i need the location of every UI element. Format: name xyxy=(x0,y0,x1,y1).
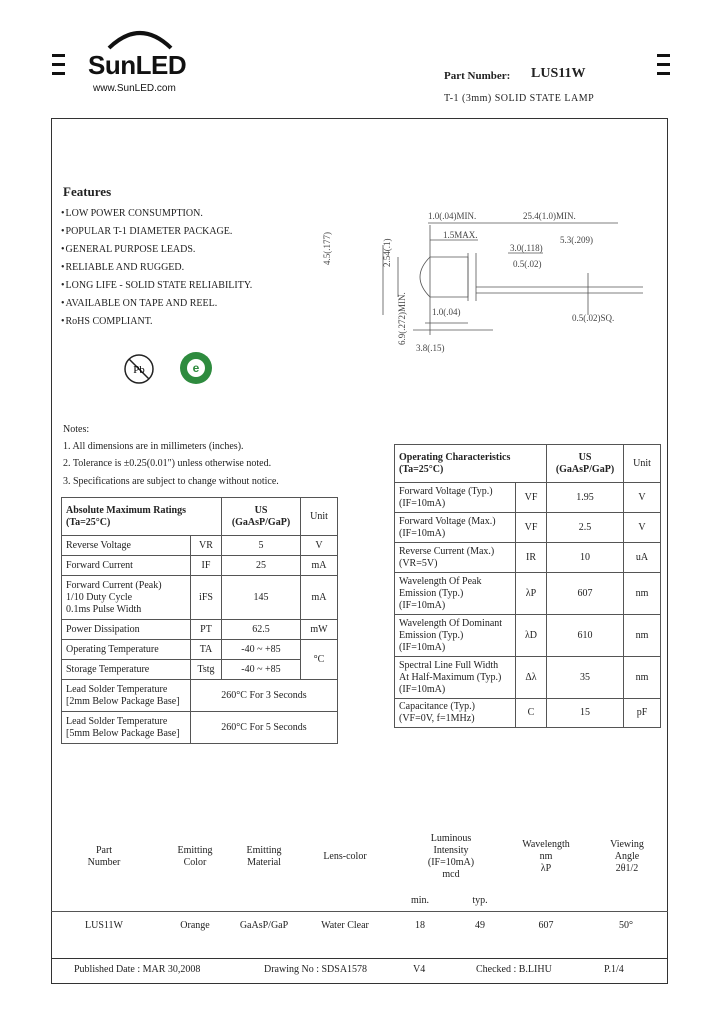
cell-wavelength: 607 xyxy=(538,920,554,931)
value-cell: -40 ~ +85 xyxy=(222,640,301,660)
note-item: 3. Specifications are subject to change without notice. xyxy=(63,476,279,487)
param-cell: Storage Temperature xyxy=(62,660,191,680)
part-number-label: Part Number: xyxy=(444,70,511,82)
feature-item: • AVAILABLE ON TAPE AND REEL. xyxy=(61,295,252,313)
unit-cell: °C xyxy=(301,640,338,680)
param-cell: Operating Temperature xyxy=(62,640,191,660)
param-cell: Forward Voltage (Typ.) (IF=10mA) xyxy=(395,483,516,513)
unit-cell: V xyxy=(624,483,661,513)
symbol-cell: PT xyxy=(191,620,222,640)
feature-item: • GENERAL PURPOSE LEADS. xyxy=(61,241,252,259)
value-cell: 260°C For 3 Seconds xyxy=(191,680,338,712)
abs-max-table xyxy=(61,497,338,744)
features-list xyxy=(61,205,252,331)
dim-label: 3.8(.15) xyxy=(416,343,445,353)
dim-label: 0.5(.02) xyxy=(513,259,542,269)
brand-logo: SunLED xyxy=(88,50,187,80)
rohs-text: e xyxy=(192,361,200,375)
unit-cell: mA xyxy=(301,576,338,620)
symbol-cell: TA xyxy=(191,640,222,660)
hdr-part: Part Number xyxy=(87,845,121,868)
param-cell: Lead Solder Temperature [5mm Below Package Base] xyxy=(62,712,191,744)
dim-label: 1.0(.04)MIN. xyxy=(428,211,477,221)
value-cell: 2.5 xyxy=(547,513,624,543)
cell-lens: Water Clear xyxy=(321,920,369,931)
brand-url[interactable]: www.SunLED.com xyxy=(93,83,176,94)
param-cell: Reverse Current (Max.) (VR=5V) xyxy=(395,543,516,573)
op-char-title-cell xyxy=(395,445,547,483)
value-cell: 62.5 xyxy=(222,620,301,640)
version: V4 xyxy=(413,964,426,975)
value-cell: 260°C For 5 Seconds xyxy=(191,712,338,744)
hdr-angle: Viewing Angle 2θ1/2 xyxy=(610,839,644,874)
hdr-wavelength: Wavelength nm λP xyxy=(522,839,570,874)
col-us: US xyxy=(254,504,268,516)
hdr-color: Emitting Color xyxy=(177,845,213,868)
param-cell: Power Dissipation xyxy=(62,620,191,640)
published-date: Published Date : MAR 30,2008 xyxy=(74,964,201,975)
pb-free-icon xyxy=(122,352,156,386)
unit-cell: V xyxy=(624,513,661,543)
value-cell: 15 xyxy=(547,699,624,728)
feature-item: • RELIABLE AND RUGGED. xyxy=(61,259,252,277)
rohs-icon xyxy=(178,350,214,386)
symbol-cell: λP xyxy=(516,573,547,615)
symbol-cell: Tstg xyxy=(191,660,222,680)
dim-label: 4.5(.177) xyxy=(322,232,332,265)
symbol-cell: IF xyxy=(191,556,222,576)
cell-angle: 50° xyxy=(619,920,633,931)
dim-label: 0.5(.02)SQ. xyxy=(572,313,615,323)
unit-cell: nm xyxy=(624,573,661,615)
value-cell: -40 ~ +85 xyxy=(222,660,301,680)
param-cell: Forward Current xyxy=(62,556,191,576)
cell-color: Orange xyxy=(180,920,210,931)
dim-label: 25.4(1.0)MIN. xyxy=(523,211,576,221)
sub-typ: typ. xyxy=(472,895,488,906)
sunled-arc-logo xyxy=(105,24,175,50)
symbol-cell: C xyxy=(516,699,547,728)
hdr-intensity: Luminous Intensity (IF=10mA) mcd xyxy=(427,833,475,880)
hdr-material: Emitting Material xyxy=(246,845,282,868)
col-mat: (GaAsP/GaP) xyxy=(555,463,615,475)
dim-label: 2.54(.1) xyxy=(382,238,392,267)
col-unit: Unit xyxy=(310,510,328,522)
value-cell: 1.95 xyxy=(547,483,624,513)
cell-material: GaAsP/GaP xyxy=(239,920,289,931)
dim-label: 5.3(.209) xyxy=(560,235,593,245)
symbol-cell: iFS xyxy=(191,576,222,620)
value-cell: 25 xyxy=(222,556,301,576)
param-cell: Spectral Line Full Width At Half-Maximum (Typ.) (IF=10mA) xyxy=(395,657,516,699)
page-number: P.1/4 xyxy=(604,964,624,975)
abs-max-title: Absolute Maximum Ratings xyxy=(66,504,187,516)
cell-min: 18 xyxy=(415,920,425,931)
param-cell: Reverse Voltage xyxy=(62,536,191,556)
col-us: US xyxy=(578,451,592,463)
hdr-lens: Lens-color xyxy=(323,851,367,862)
value-cell: 610 xyxy=(547,615,624,657)
unit-cell: nm xyxy=(624,615,661,657)
checked-by: Checked : B.LIHU xyxy=(476,964,552,975)
value-cell: 145 xyxy=(222,576,301,620)
value-cell: 35 xyxy=(547,657,624,699)
note-item: 2. Tolerance is ±0.25(0.01") unless otherwise noted. xyxy=(63,458,272,469)
note-item: 1. All dimensions are in millimeters (inches). xyxy=(63,441,244,452)
abs-max-cond: (Ta=25°C) xyxy=(66,516,111,528)
symbol-cell: Δλ xyxy=(516,657,547,699)
value-cell: 5 xyxy=(222,536,301,556)
unit-cell: mA xyxy=(301,556,338,576)
op-char-table xyxy=(394,444,661,728)
feature-item: • LONG LIFE - SOLID STATE RELIABILITY. xyxy=(61,277,252,295)
param-cell: Forward Current (Peak) 1/10 Duty Cycle 0.1ms Pulse Width xyxy=(62,576,191,620)
value-cell: 607 xyxy=(547,573,624,615)
param-cell: Wavelength Of Peak Emission (Typ.) (IF=10mA) xyxy=(395,573,516,615)
value-cell: 10 xyxy=(547,543,624,573)
dim-label: 6.9(.272)MIN. xyxy=(397,292,407,345)
param-cell: Capacitance (Typ.) (VF=0V, f=1MHz) xyxy=(395,699,516,728)
unit-cell: nm xyxy=(624,657,661,699)
unit-cell: uA xyxy=(624,543,661,573)
feature-item: • POPULAR T-1 DIAMETER PACKAGE. xyxy=(61,223,252,241)
op-char-us-header xyxy=(547,445,624,483)
feature-item: • LOW POWER CONSUMPTION. xyxy=(61,205,252,223)
pb-text: Pb xyxy=(133,364,145,376)
unit-cell: pF xyxy=(624,699,661,728)
selection-divider xyxy=(51,911,668,912)
abs-max-us-header xyxy=(222,498,301,536)
cell-typ: 49 xyxy=(475,920,485,931)
col-unit: Unit xyxy=(633,457,651,469)
sub-min: min. xyxy=(410,895,430,906)
unit-cell: mW xyxy=(301,620,338,640)
footer-divider xyxy=(51,958,668,959)
notes-title: Notes: xyxy=(63,424,90,435)
drawing-number: Drawing No : SDSA1578 xyxy=(264,964,368,975)
symbol-cell: VF xyxy=(516,513,547,543)
part-number: LUS11W xyxy=(531,66,586,81)
param-cell: Wavelength Of Dominant Emission (Typ.) (IF=10mA) xyxy=(395,615,516,657)
features-title: Features xyxy=(63,184,112,199)
symbol-cell: λD xyxy=(516,615,547,657)
abs-max-unit-header xyxy=(301,498,338,536)
symbol-cell: VF xyxy=(516,483,547,513)
dim-label: 3.0(.118) xyxy=(510,243,543,253)
dim-label: 1.5MAX. xyxy=(443,230,478,240)
param-cell: Forward Voltage (Max.) (IF=10mA) xyxy=(395,513,516,543)
symbol-cell: VR xyxy=(191,536,222,556)
cell-part: LUS11W xyxy=(85,920,123,931)
col-mat: (GaAsP/GaP) xyxy=(231,516,291,528)
unit-cell: V xyxy=(301,536,338,556)
op-char-title: Operating Characteristics xyxy=(399,451,511,463)
param-cell: Lead Solder Temperature [2mm Below Package Base] xyxy=(62,680,191,712)
op-char-unit-header xyxy=(624,445,661,483)
symbol-cell: IR xyxy=(516,543,547,573)
op-char-cond: (Ta=25°C) xyxy=(399,463,444,475)
package-drawing xyxy=(318,205,663,355)
product-subtitle: T-1 (3mm) SOLID STATE LAMP xyxy=(444,93,595,104)
feature-item: • RoHS COMPLIANT. xyxy=(61,313,252,331)
dim-label: 1.0(.04) xyxy=(432,307,461,317)
abs-max-title-cell xyxy=(62,498,222,536)
